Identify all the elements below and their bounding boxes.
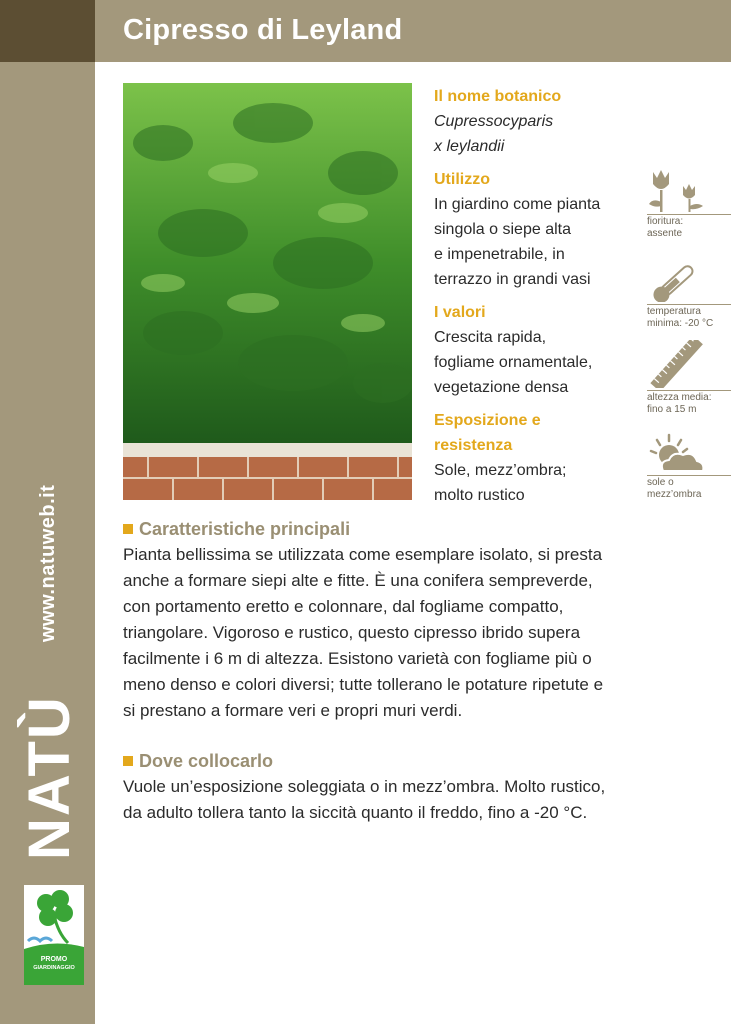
use-line: terrazzo in grandi vasi bbox=[434, 271, 591, 288]
sun-cloud-icon bbox=[647, 433, 707, 473]
plant-photo bbox=[123, 83, 412, 500]
icon-divider bbox=[647, 214, 731, 215]
caption-line: mezz’ombra bbox=[647, 489, 702, 500]
exposure-line: Sole, mezz’ombra; bbox=[434, 462, 567, 479]
page-title: Cipresso di Leyland bbox=[123, 14, 403, 46]
values-line: vegetazione densa bbox=[434, 379, 569, 396]
exposure-heading-line: Esposizione e bbox=[434, 412, 541, 429]
features-line: Pianta bellissima se utilizzata come esemplare isolato, si presta bbox=[123, 545, 603, 564]
use-line: singola o siepe alta bbox=[434, 221, 571, 238]
ruler-icon bbox=[647, 340, 707, 388]
features-line: con portamento eretto e colonnare, dal fogliame compatto, bbox=[123, 597, 564, 616]
exposure-heading-line: resistenza bbox=[434, 437, 513, 454]
caption-line: fino a 15 m bbox=[647, 404, 697, 415]
features-line: triangolare. Vigoroso e rustico, questo cipresso ibrido supera bbox=[123, 623, 581, 642]
values-line: Crescita rapida, bbox=[434, 329, 547, 346]
brand-url: www.natuweb.it bbox=[37, 484, 59, 642]
caption-line: sole o bbox=[647, 477, 674, 488]
placement-line: da adulto tollera tanto la siccità quanto il freddo, fino a -20 °C. bbox=[123, 803, 588, 822]
flowering-info bbox=[647, 168, 727, 240]
bullet-square bbox=[123, 756, 133, 766]
thermometer-icon bbox=[647, 258, 707, 302]
tulip-icon bbox=[647, 168, 707, 212]
placement-body bbox=[123, 774, 683, 826]
use-line: In giardino come pianta bbox=[434, 196, 601, 213]
brand-vertical bbox=[17, 300, 82, 860]
use-line: e impenetrabile, in bbox=[434, 246, 565, 263]
info-column bbox=[434, 84, 644, 516]
icon-divider bbox=[647, 390, 731, 391]
caption-line: minima: -20 °C bbox=[647, 318, 714, 329]
features-line: facilmente i 6 m di altezza. Esistono varietà con fogliame più o bbox=[123, 649, 592, 668]
temperature-caption bbox=[647, 306, 727, 330]
temperature-info bbox=[647, 258, 727, 330]
features-section bbox=[123, 517, 683, 724]
placement-title bbox=[123, 749, 683, 773]
features-title-text: Caratteristiche principali bbox=[139, 519, 351, 539]
values-line: fogliame ornamentale, bbox=[434, 354, 593, 371]
logo-text-giardinaggio: GIARDINAGGIO bbox=[33, 965, 75, 971]
flowering-caption bbox=[647, 216, 727, 240]
height-caption bbox=[647, 392, 727, 416]
caption-line: temperatura bbox=[647, 306, 701, 317]
placement-section bbox=[123, 749, 683, 826]
botanical-name-line: x leylandii bbox=[434, 138, 505, 155]
brand-name: NATÙ bbox=[17, 695, 82, 860]
caption-line: assente bbox=[647, 228, 683, 239]
bullet-square bbox=[123, 524, 133, 534]
exposure-line: molto rustico bbox=[434, 487, 525, 504]
caption-line: fioritura: bbox=[647, 216, 684, 227]
height-info bbox=[647, 340, 727, 416]
botanical-name-line: Cupressocyparis bbox=[434, 113, 554, 130]
values-heading: I valori bbox=[434, 304, 486, 321]
features-line: meno denso e colori diversi; tutte tollerano le potature ripetute e bbox=[123, 675, 604, 694]
features-line: anche a formare siepi alte e fitte. È una conifera sempreverde, bbox=[123, 571, 593, 590]
placement-title-text: Dove collocarlo bbox=[139, 751, 274, 771]
promo-giardinaggio-logo bbox=[24, 885, 84, 985]
features-title bbox=[123, 517, 683, 541]
exposure-heading bbox=[434, 408, 644, 458]
exposure-caption bbox=[647, 477, 727, 501]
sidebar-top-block bbox=[0, 0, 95, 62]
logo-text-promo: PROMO bbox=[40, 956, 68, 963]
caption-line: altezza media: bbox=[647, 392, 712, 403]
features-body bbox=[123, 542, 683, 724]
use-heading: Utilizzo bbox=[434, 171, 490, 188]
icon-divider bbox=[647, 304, 731, 305]
icon-divider bbox=[647, 475, 731, 476]
botanical-heading: Il nome botanico bbox=[434, 88, 562, 105]
placement-line: Vuole un’esposizione soleggiata o in mezz’ombra. Molto rustico, bbox=[123, 777, 606, 796]
exposure-info bbox=[647, 433, 727, 501]
features-line: si prestano a formare veri e propri muri verdi. bbox=[123, 701, 463, 720]
